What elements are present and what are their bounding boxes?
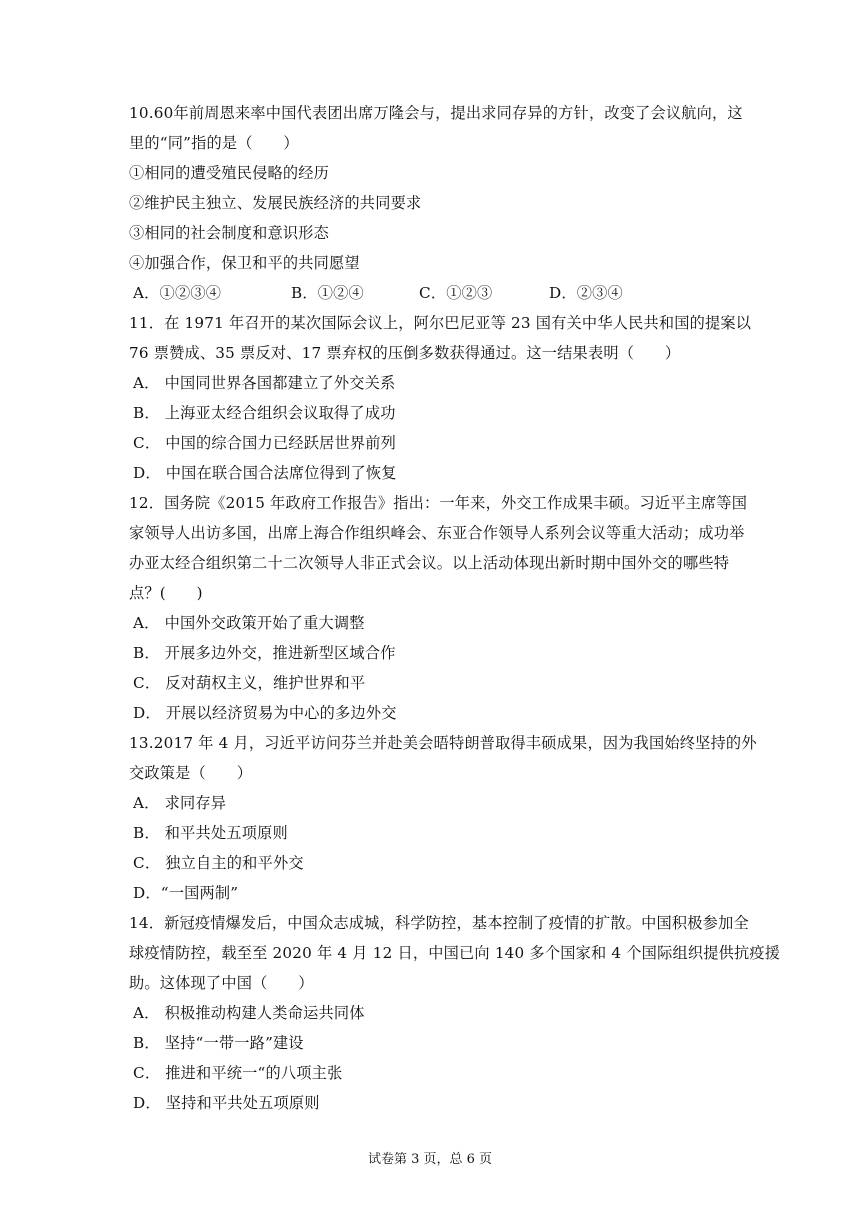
question-12	[129, 488, 748, 728]
question-12-option-a: A． 中国外交政策开始了重大调整	[133, 614, 365, 632]
question-10-stem-line-2: 里的“同”指的是（ ）	[129, 134, 299, 152]
question-12-stem-line-2: 家领导人出访多国，出席上海合作组织峰会、东亚合作领导人系列会议等重大活动；成功举	[129, 524, 745, 542]
question-12-stem-line-1: 12．国务院《2015 年政府工作报告》指出：一年来，外交工作成果丰硕。习近平主席等国	[129, 494, 748, 512]
question-10-options	[129, 278, 739, 308]
question-list	[129, 98, 781, 1118]
question-11-stem-line-1: 11．在 1971 年召开的某次国际会议上，阿尔巴尼亚等 23 国有关中华人民共和国的提案以	[129, 314, 752, 332]
question-10-option-a: A．①②③④	[133, 284, 222, 302]
question-11-option-c: C． 中国的综合国力已经跃居世界前列	[133, 434, 397, 452]
question-13-option-d: D．“一国两制”	[133, 884, 239, 902]
question-11-option-a: A． 中国同世界各国都建立了外交关系	[133, 374, 396, 392]
question-10-statement-4: ④加强合作，保卫和平的共同愿望	[129, 254, 360, 272]
question-13-stem-line-2: 交政策是（ ）	[129, 764, 253, 782]
question-10-option-c: C．①②③	[419, 284, 493, 302]
question-12-option-b: B． 开展多边外交，推进新型区域合作	[133, 644, 396, 662]
question-11-option-d: D． 中国在联合国合法席位得到了恢复	[133, 464, 397, 482]
question-10-statement-3: ③相同的社会制度和意识形态	[129, 224, 330, 242]
question-13-option-b: B． 和平共处五项原则	[133, 824, 288, 842]
question-14-option-d: D． 坚持和平共处五项原则	[133, 1094, 320, 1112]
page-footer: 试卷第 3 页，总 6 页	[367, 1152, 493, 1167]
question-11	[129, 308, 752, 488]
question-10-stem-line-1: 10.60年前周恩来率中国代表团出席万隆会与，提出求同存异的方针，改变了会议航向，这	[129, 104, 743, 122]
question-13	[129, 728, 757, 908]
question-12-option-c: C． 反对葫权主义，维护世界和平	[133, 674, 366, 692]
question-10	[129, 98, 743, 308]
question-10-statement-1: ①相同的遭受殖民侵略的经历	[129, 164, 330, 182]
question-12-option-d: D． 开展以经济贸易为中心的多边外交	[133, 704, 397, 722]
question-11-stem-line-2: 76 票赞成、35 票反对、17 票弃权的压倒多数获得通过。这一结果表明（ ）	[129, 344, 681, 362]
question-13-option-a: A． 求同存异	[133, 794, 227, 812]
question-12-stem-line-4: 点？( )	[129, 584, 203, 602]
question-12-stem-line-3: 办亚太经合组织第二十二次领导人非正式会议。以上活动体现出新时期中国外交的哪些特	[129, 554, 730, 572]
question-14-stem-line-3: 助。这体现了中国（ ）	[129, 974, 314, 992]
question-14-option-b: B． 坚持“一带一路”建设	[133, 1034, 304, 1052]
question-11-option-b: B． 上海亚太经合组织会议取得了成功	[133, 404, 396, 422]
question-10-option-d: D．②③④	[549, 284, 623, 302]
question-14-option-c: C． 推进和平统一“的八项主张	[133, 1064, 343, 1082]
question-10-option-b: B．①②④	[291, 284, 364, 302]
question-14-stem-line-2: 球疫情防控，载至至 2020 年 4 月 12 日，中国已向 140 多个国家和 4 个国际组织提供抗疫援	[129, 944, 781, 962]
question-13-stem-line-1: 13.2017 年 4 月，习近平访问芬兰并赴美会晤特朗普取得丰硕成果，因为我国始终坚持的外	[129, 734, 757, 752]
question-13-option-c: C． 独立自主的和平外交	[133, 854, 304, 872]
question-14-option-a: A． 积极推动构建人类命运共同体	[133, 1004, 365, 1022]
question-14	[129, 908, 781, 1118]
question-10-statement-2: ②维护民主独立、发展民族经济的共同要求	[129, 194, 422, 212]
question-14-stem-line-1: 14．新冠疫情爆发后，中国众志成城，科学防控，基本控制了疫情的扩散。中国积极参加全	[129, 914, 749, 932]
